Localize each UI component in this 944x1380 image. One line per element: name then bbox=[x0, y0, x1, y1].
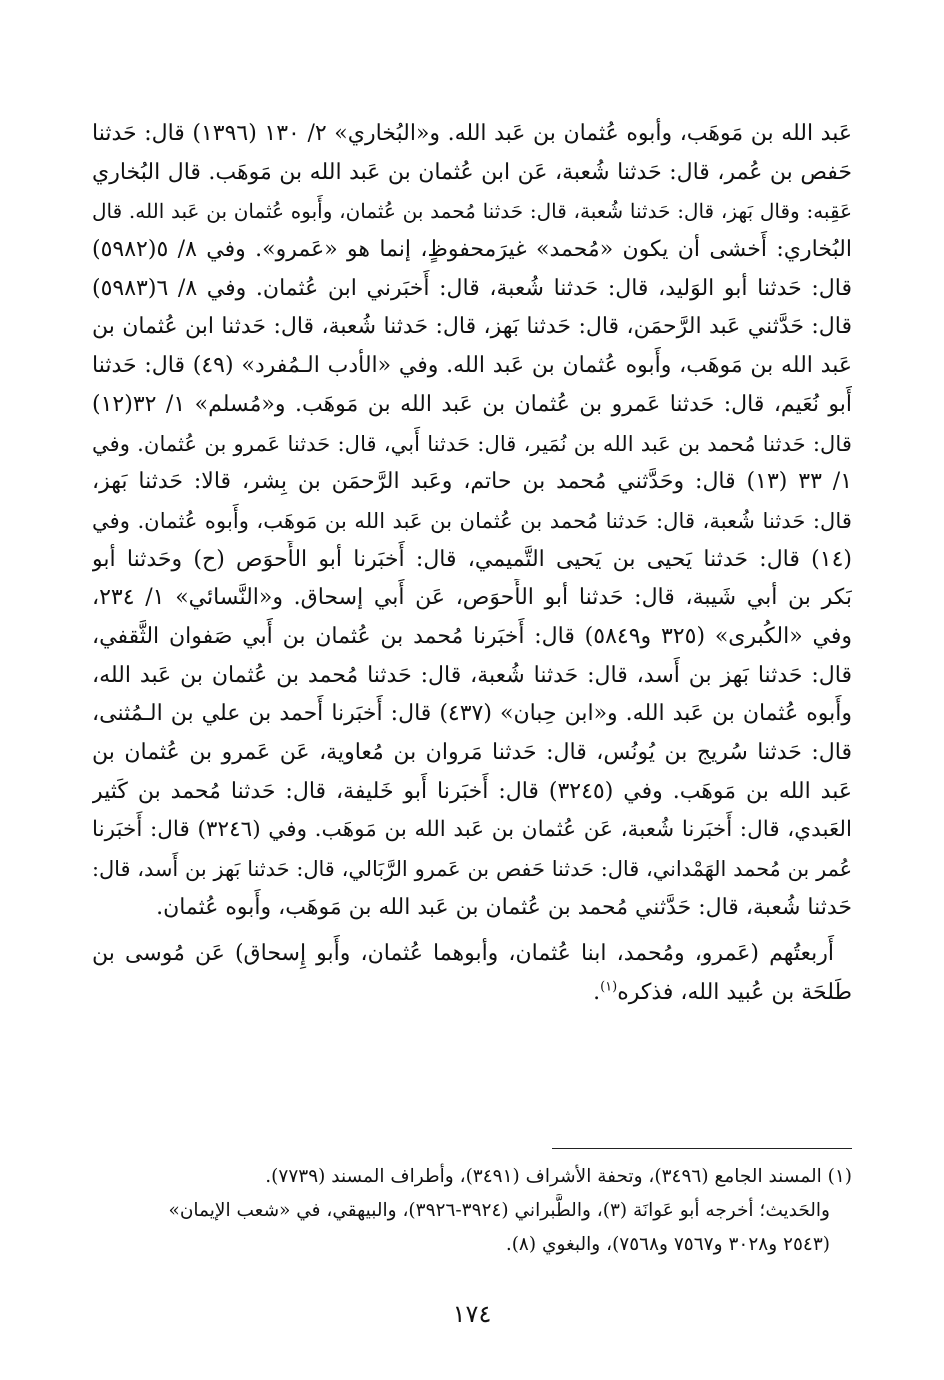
text-line: البُخاري: أَخشى أن يكون «مُحمد» غيرَمحفوظٍ، إنما هو «عَمرو». وفي ٨/ ٥(٥٩٨٢) bbox=[92, 237, 852, 263]
footnote-line: والحَديث؛ أخرجه أبو عَوانَة (٣)، والطَّبراني (٣٩٢٤-٣٩٢٦)، والبيهقي، في «شعب الإيمان» bbox=[168, 1200, 830, 1221]
paragraph-chain-summary bbox=[92, 935, 852, 1012]
text-line: عُمر بن مُحمد الهَمْداني، قال: حَدثنا حَفص بن عَمرو الرَّبَالي، قال: حَدثنا بَهز بن أَسد، قال: bbox=[92, 857, 852, 882]
main-text bbox=[92, 115, 852, 1013]
footnote-line: (١) المسند الجامع (٣٤٩٦)، وتحفة الأشراف (٣٤٩١)، وأطراف المسند (٧٧٣٩). bbox=[265, 1166, 852, 1187]
text-line-with-footnote bbox=[92, 974, 852, 1013]
text-line: قال: حَدثنا مُحمد بن عَبد الله بن نُمَير، قال: حَدثنا أَبي، قال: حَدثنا عَمرو بن عُثمان. وفي bbox=[92, 430, 852, 456]
text-line: ١/ ٣٣ (١٣) قال: وحَدَّثني مُحمد بن حاتم، وعَبد الرَّحمَن بن بِشر، قالا: حَدثنا بَهز، bbox=[92, 469, 852, 495]
text-line: وفي «الكُبرى» (٣٢٥ و٥٨٤٩) قال: أَخبَرنا مُحمد بن عُثمان بن أَبي صَفوان الثَّقفي، bbox=[92, 623, 852, 649]
text-line: قال: حَدثنا شُعبة، قال: حَدثنا مُحمد بن عُثمان بن عَبد الله بن مَوهَب، وأَبوه عُثمان. وفي bbox=[92, 507, 852, 533]
text-line: أَبو نُعَيم، قال: حَدثنا عَمرو بن عُثمان بن عَبد الله بن مَوهَب. و«مُسلم» ١/ ٣٢(١٢) bbox=[92, 391, 852, 417]
text-line: بَكر بن أبي شَيبة، قال: حَدثنا أبو الأَحوَص، عَن أَبي إسحاق. و«النَّسائي» ١/ ٢٣٤، bbox=[92, 585, 852, 611]
text-line: قال: حَدثنا بَهز بن أَسد، قال: حَدثنا شُعبة، قال: حَدثنا مُحمد بن عُثمان بن عَبد الله، bbox=[92, 662, 852, 688]
text-line: عَبد الله بن مَوهَب. وفي (٣٢٤٥) قال: أَخبَرنا أَبو خَليفة، قال: حَدثنا مُحمد بن كَثير bbox=[92, 778, 852, 804]
text-line: (١٤) قال: حَدثنا يَحيى بن يَحيى التَّميمي، قال: أَخبَرنا أبو الأَحوَص (ح) وحَدثنا أبو bbox=[92, 546, 852, 572]
text-line: عَبد الله بن مَوهَب، وأبوه عُثمان بن عَبد الله. و«البُخاري» ٢/ ١٣٠ (١٣٩٦) قال: حَدثنا bbox=[92, 121, 852, 146]
text-line: حَفص بن عُمر، قال: حَدثنا شُعبة، عَن ابن عُثمان بن عَبد الله بن مَوهَب. قال البُخاري bbox=[92, 159, 852, 185]
text-line: وأَبوه عُثمان بن عَبد الله. و«ابن حِبان» (٤٣٧) قال: أَخبَرنا أَحمد بن علي بن الـمُثنى، bbox=[92, 701, 852, 727]
trailing-punctuation: . bbox=[593, 980, 601, 1006]
footnotes bbox=[92, 1160, 852, 1262]
text-line: العَبدي، قال: أَخبَرنا شُعبة، عَن عُثمان بن عَبد الله بن مَوهَب. وفي (٣٢٤٦) قال: أَخبَرنا bbox=[92, 817, 852, 843]
text-line: عَقِبه: وقال بَهز، قال: حَدثنا شُعبة، قال: حَدثنا مُحمد بن عُثمان، وأَبوه عُثمان بن عَبد الله. قال bbox=[92, 199, 852, 224]
footnote-marker: (١) bbox=[600, 979, 618, 995]
text-line: عَبد الله بن مَوهَب، وأَبوه عُثمان بن عَبد الله. وفي «الأدب الـمُفرد» (٤٩) قال: حَدثنا bbox=[92, 353, 852, 379]
page-number: ١٧٤ bbox=[452, 1300, 492, 1328]
text-line: قال: حَدثنا أبو الوَليد، قال: حَدثنا شُعبة، قال: أَخبَرني ابن عُثمان. وفي ٨/ ٦(٥٩٨٣) bbox=[92, 275, 852, 301]
footnote-line: (٢٥٤٣ و٣٠٢٨ و٧٥٦٧ و٧٥٦٨)، والبغوي (٨). bbox=[505, 1234, 830, 1255]
text-line: حَدثنا شُعبة، قال: حَدَّثني مُحمد بن عُثمان بن عَبد الله بن مَوهَب، وأَبوه عُثمان. bbox=[156, 894, 852, 920]
text-line: طَلحَة بن عُبيد الله، فذكره bbox=[617, 980, 852, 1006]
text-line: قال: حَدثنا سُريج بن يُونُس، قال: حَدثنا مَروان بن مُعاوية، عَن عَمرو بن عُثمان بن bbox=[92, 740, 852, 765]
paragraph-hadith-sources bbox=[92, 115, 852, 927]
text-line: أَربعتُهم (عَمرو، ومُحمد، ابنا عُثمان، وأبوهما عُثمان، وأَبو إِسحاق) عَن مُوسى بن bbox=[92, 941, 834, 967]
text-line: قال: حَدَّثني عَبد الرَّحمَن، قال: حَدثنا بَهز، قال: حَدثنا شُعبة، قال: حَدثنا ابن عُثمان بن bbox=[92, 314, 852, 340]
